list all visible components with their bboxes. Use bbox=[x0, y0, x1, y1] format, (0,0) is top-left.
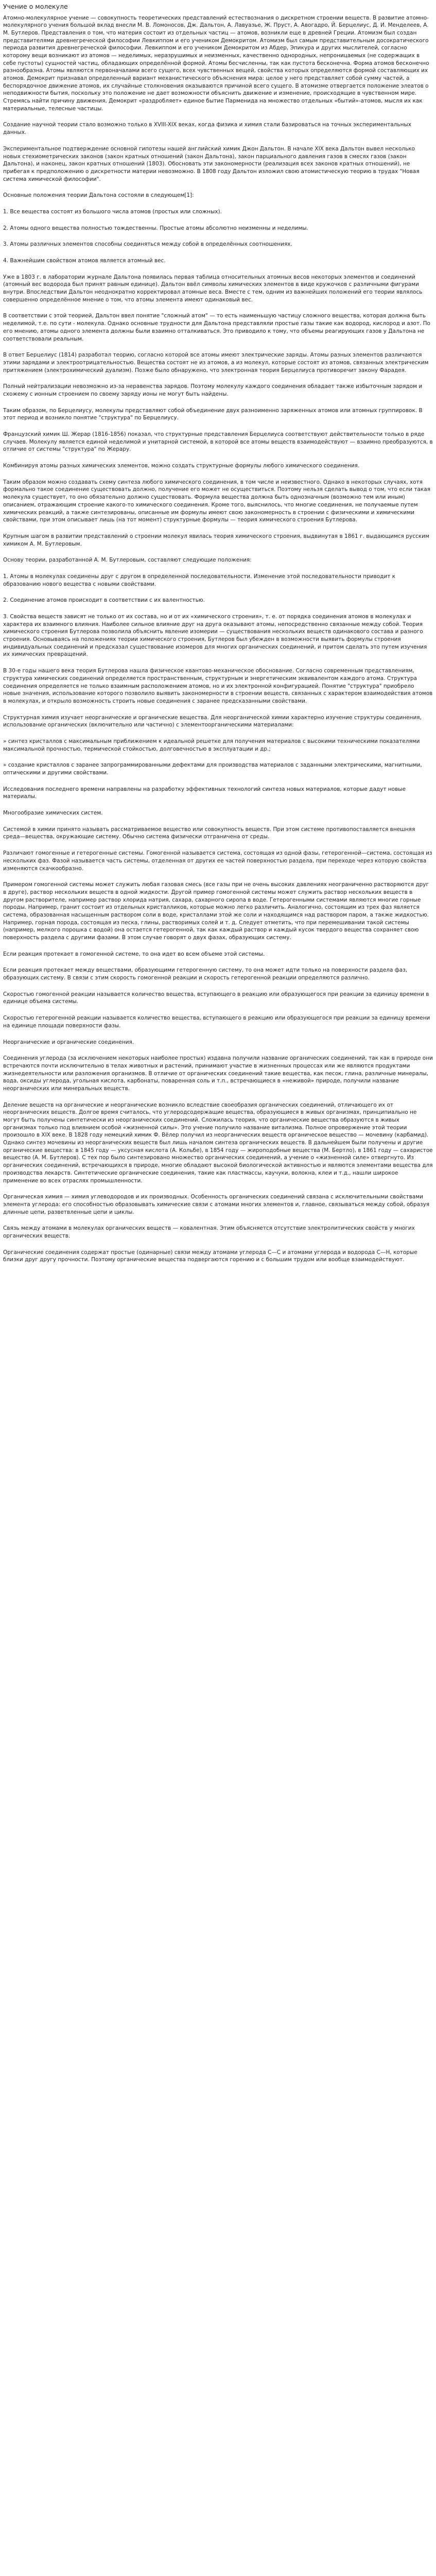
page-title: Учение о молекуле bbox=[3, 3, 68, 10]
paragraph: 2. Соединение атомов происходит в соответствии с их валентностью. bbox=[3, 597, 205, 604]
paragraph: Таким образом, по Берцелиусу, молекулы представляют собой объединение двух разноименно заряженных атомов или атомных группировок. В этот период и возникло понятие "структура" по Берцелиусу. bbox=[3, 407, 423, 421]
paragraph: Соединения углерода (за исключением некоторых наиболее простых) издавна получили название органических соединений, так как в природе они встречаются почти исключительно в телах животных и растений, принимают участие в жизненных процессах или же являются продуктами жизнедеятельности или разложения организмов. В отличие от органических соединений такие вещества, как песок, глина, различные минералы, вода, оксиды углерода, угольная кислота, карбонаты, поваренная соль и т.п., встречающиеся в «неживой» природе, получили название неорганических или минеральных веществ. bbox=[3, 1055, 433, 1092]
paragraph: Основу теории, разработанной А. М. Бутлеровым, составляют следующие положения: bbox=[3, 557, 252, 564]
paragraph: 1. Атомы в молекулах соединены друг с другом в определенной последовательности. Изменение этой последовательности приводит к образованию нового вещества с новыми свойствами. bbox=[3, 573, 396, 587]
paragraph: Примером гомогенной системы может служить любая газовая смесь (все газы при не очень высоких давлениях неограниченно растворяются друг в друге), раствор нескольких веществ в одной жидкости. Другой пример гомогенной системы может служить раствор нескольких веществ в другом растворителе, например раствор хлорида натрия, сахара, сахарного сиропа в воде. Гетерогенными системами являются многие горные породы. Например, гранит состоит из отдельных кристалликов, которые можно легко различить. Аналогично, состоящим из трех фаз является система, образованная насыщенным раствором соли в воде, кристаллами этой же соли и находящимся над раствором паром, а также жидкостью. Например, горная порода, состоящая из песка, глины, растворимых солей и т. д. Следует отметить, что при перемешивании такой системы (например, мелкого порошка с водой) она остается гетерогенной, так как каждый раствор и каждый кусок твердого вещества сохраняет свою поверхность раздела с другими фазами. В этом случае говорят о двух фазах, образующих систему. bbox=[3, 882, 429, 941]
paragraph: Структурная химия изучает неорганические и органические вещества. Для неорганической химии характерно изучение структуры соединения, использование органических (включительно или частично) с элементоорганическими материалами: bbox=[3, 714, 422, 728]
paragraph: Органические соединения содержат простые (одинарные) связи между атомами углерода С—С и атомами углерода и водорода С—Н, которые близки друг другу прочности. Поэтому органические вещества подвергаются горению и с большим трудом или вообще взаимодействуют. bbox=[3, 1249, 417, 1263]
paragraph: Крупным шагом в развитии представлений о строении молекул явилась теория химического строения, выдвинутая в 1861 г. выдающимся русским химиком А. М. Бутлеровым. bbox=[3, 533, 429, 547]
paragraph: 3. Свойства веществ зависят не только от их состава, но и от их «химического строения», т. е. от порядка соединения атомов в молекулах и характера их взаимного влияния. Наиболее сильное влияние друг на друга оказывают атомы, непосредственно связанные между собой. Теория химического строения Бутлерова позволила объяснить явление изомерии — существования нескольких веществ одинакового состава и разного строения. Основываясь на положениях теории химического строения, Бутлеров был убежден в возможности выявить формулы строения индивидуальных соединений и предсказал существование изомеров для многих органических соединений, и притом сделать это путем изучения их химических превращений. bbox=[3, 614, 427, 658]
paragraph: Экспериментальное подтверждение основной гипотезы нашей английский химик Джон Дальтон. В начале XIX века Дальтон вывел несколько новых стехиометрических законов (закон кратных отношений (закон Дальтона), закон парциального давления газов в смесях газов (закон Дальтона), и наконец, закон кратных отношений (1803). Обосновать эти закономерности (реализация всех законов кратных отношений), не прибегая к предположению о дискретности материи невозможно. В 1808 году Дальтон изложил свою атомистическую теорию в трудах "Новая система химической философии". bbox=[3, 145, 420, 182]
paragraph: » создание кристаллов с заранее запрограммированными дефектами для производства материалов с заданными электрическими, магнитными, оптическими и другими свойствами. bbox=[3, 762, 422, 776]
paragraph: 3. Атомы различных элементов способны соединяться между собой в определённых соотношениях. bbox=[3, 241, 292, 248]
paragraph: Органическая химия — химия углеводородов и их производных. Особенность органических соединений связана с исключительными свойствами элемента углерода: его способностью образовывать химические связи с атомами многих элементов и, главное, связываться между собой, образуя длинные цепи, разветвленные цепи и циклы. bbox=[3, 1194, 430, 1215]
paragraph: Неорганические и органические соединения. bbox=[3, 1039, 134, 1045]
paragraph: Исследования последнего времени направлены на разработку эффективных технологий синтеза новых материалов, которые дадут новые материалы. bbox=[3, 786, 406, 800]
paragraph: » синтез кристаллов с максимальным приближением к идеальной решетке для получения материалов с высокими техническими показателями максимальной прочностью, термической стойкостью, долговечностью в эксплуатации и др.; bbox=[3, 738, 420, 752]
document-body bbox=[3, 14, 433, 1264]
paragraph: Комбинируя атомы разных химических элементов, можно создать структурные формулы любого химического соединения. bbox=[3, 463, 360, 469]
paragraph: Скоростью гетерогенной реакции называется количество вещества, вступающего в реакцию или образующегося при реакции за единицу времени на единице площади поверхности фазы. bbox=[3, 1015, 430, 1029]
paragraph: Деление веществ на органические и неорганические возникло вследствие своеобразия органических соединений, отличающего их от неорганических веществ. Долгое время считалось, что углеродсодержащие вещества, образующиеся в живых организмах, принципиально не могут быть получены синтетически из неорганических соединений. Сложилась теория, что органические вещества образуются в живых организмах только под влиянием особой «жизненной силы». Это учение получило название витализма. Полное опровержение этой теории произошло в XIX веке. В 1828 году немецкий химик Ф. Вёлер получил из неорганических веществ органическое вещество — мочевину (карбамид). Однако синтез мочевины из неорганических веществ был лишь началом синтеза органических веществ. В дальнейшем были получены и другие органические вещества: в 1845 году — уксусная кислота (А. Кольбе), в 1854 году — жироподобные вещества (М. Бертло), в 1861 году — сахаристое вещество (А. М. Бутлеров). С тех пор было синтезировано множество органических соединений, а учение о «жизненной силе» отвергнуто. Из органических соединений, встречающихся в природе, многие обладают высокой биологической активностью и являются элементами вещества для производства лекарств. Синтетические органические соединения, такие как пластмассы, каучуки, волокна, клеи и т.д., нашли широкое применение во всех отраслях промышленности. bbox=[3, 1101, 433, 1184]
paragraph: Многообразие химических систем. bbox=[3, 810, 103, 817]
paragraph: 1. Все вещества состоят из большого числа атомов (простых или сложных). bbox=[3, 208, 222, 215]
paragraph: Если реакция протекает между веществами, образующими гетерогенную систему, то она может идти только на поверхности раздела фаз, образующих систему. В связи с этим скорость гомогенной реакции и скорость гетерогенной реакции определяются различно. bbox=[3, 967, 408, 981]
paragraph: В соответствии с этой теорией, Дальтон ввел понятие "сложный атом" — то есть наименьшую частицу сложного вещества, которая должна быть неделимой, т.е. по сути - молекула. Однако основные трудности для Дальтона представляли простые газы такие как водород, кислород и азот. По его мнению, атомы одного элемента должны были взаимно отталкиваться. Это приводило к тому, что объемы реагирующих газов у Дальтона не соответствовали реальным. bbox=[3, 313, 430, 342]
paragraph: В ответ Берцелиус (1814) разработал теорию, согласно которой все атомы имеют электрические заряды. Атомы разных элементов различаются этими зарядами и электроотрицательностью. Вещества состоят не из атомов, а из молекул, которые состоят из атомов, связанных электрическим притяжением (электрохимический дуализм). Позже было обнаружено, что электронная теория Берцелиуса противоречит закону Фарадея. bbox=[3, 352, 429, 374]
paragraph: 2. Атомы одного вещества полностью тождественны. Простые атомы абсолютно неизменны и неделимы. bbox=[3, 225, 308, 231]
paragraph: Основные положения теории Дальтона состояли в следующем[1]: bbox=[3, 192, 194, 199]
paragraph: Связь между атомами в молекулах органических веществ — ковалентная. Этим объясняется отсутствие электролитических свойств у многих органических веществ. bbox=[3, 1225, 415, 1239]
paragraph: Системой в химии принято называть рассматриваемое вещество или совокупность веществ. При этом системе противопоставляется внешняя среда—вещества, окружающие систему. Обычно система физически отграничена от среды. bbox=[3, 826, 415, 840]
paragraph: Уже в 1803 г. в лаборатории журнале Дальтона появилась первая таблица относительных атомных весов некоторых элементов и соединений (атомный вес водорода был принят равным единице). Дальтон ввёл символы химических элементов в виде кружочков с различными фигурами внутри. Впоследствии Дальтон неоднократно корректировал атомные веса. Вместе с тем, одним из важнейших положений его теории являлось совершенно определённое мнение о том, что атомы элемента имеют одинаковый вес. bbox=[3, 274, 423, 303]
paragraph: Полный нейтрализации невозможно из-за неравенства зарядов. Поэтому молекулу каждого соединения обладает также избыточным зарядом и схожему с ионным строением по своему заряду ионы не могут быть найдены. bbox=[3, 383, 423, 397]
paragraph: Атомно-молекулярное учение — совокупность теоретических представлений естествознания о дискретном строении веществ. В развитие атомно-молекулярного учения большой вклад внесли М. В. Ломоносов, Дж. Дальтон, А. Лавуазье, Ж. Пруст, А. Авогадро, Й. Берцелиус, Д. И. Менделеев, А. М. Бутлеров. Представления о том, что материя состоит из отдельных частиц — атомов, возникли еще в древней Греции. Атомизм был создан представителями древнегреческой философии Левкиппом и его учеником Демокритом. Атомизм был самым представительным досократического периода развития древнегреческой философии. Левкиппом и его учеником Демокритом из Абдер, Эпикура и других мыслителей, согласно которому вещи возникают из атомов — неделимых, неразрушимых и неизменных, качественно однородных, непроницаемых (не содержащих в себе пустоты) сущностей частиц, обладающих определённой формой. Атомы бесчисленны, так как пустота бесконечна. Форма атомов бесконечно разнообразна. Атомы являются первоначалами всего сущего, всех чувственных вещей, свойства которых определяются формой составляющих их атомов. Демокрит признавал определенный вариант механистического объяснения мира: целое у него представляет собой сумму частей, а беспорядочное движение атомов, их случайные столкновения оказываются причиной всего сущего. В атомизме отвергается положение элеатов о неподвижности бытия, поскольку это положение не дает возможности объяснить движение и изменение, происходящие в чувственном мире. Стремясь найти причину движения, Демокрит «раздробляет» единое бытие Парменида на множество отдельных «бытий»-атомов, мысля их как материальные, телесные частицы. bbox=[3, 14, 429, 112]
paragraph: Французский химик Ш. Жерар (1816-1856) показал, что структурные представления Берцелиуса соответствуют действительности только в ряде случаев. Молекулу является единой неделимой и унитарной системой, в которой все атомы веществ взаимодействуют — взаимно преобразуются, в отличие от системы "структура" по Жерару. bbox=[3, 431, 433, 453]
paragraph: Создание научной теории стало возможно только в XVIII-XIX веках, когда физика и химия стали базироваться на точных экспериментальных данных. bbox=[3, 122, 411, 136]
paragraph: Скоростью гомогенной реакции называется количество вещества, вступающего в реакцию или образующегося при реакции за единицу времени в единице объема системы. bbox=[3, 991, 429, 1005]
paragraph: Если реакция протекает в гомогенной системе, то она идет во всем объеме этой системы. bbox=[3, 951, 265, 957]
paragraph: В 30-е годы нашего века теория Бутлерова нашла физическое квантово-механическое обоснование. Согласно современным представлениям, структура химических соединений определяется пространственным, структурным и энергетическим эквивалентом каждого атома. Структура соединения определяется не только взаимным расположением атомов, но и их электронной конфигурацией. Понятие "структура" приобрело новые значения, использование которого позволило выявить закономерности в строении веществ, связанных с характером взаимодействия атомов в молекулах, и открыло возможность строить новые соединения с заранее предсказанными свойствами. bbox=[3, 668, 433, 704]
paragraph: Таким образом можно создавать схему синтеза любого химического соединения, в том числе и неизвестного. Однако в некоторых случаях, хотя формально такое соединение существовать должно, получение его может не осуществиться. Поэтому нельзя сделать вывод о том, что если такая молекула существует, то оно обязательно должно существовать. Формула вещества должна быть однозначным (возможно тем или иным) описанием, отражающим строение какого-то химического соединения. Кроме того, выяснилось, что многие соединения, не получаемые путем химических реакций, а также синтезированы, описанные им формулы имеют свою закономерность в строении с физическими и химическими свойствами, при этом описывает лишь (на тот момент) структурные формулы — теория химического строения Бутлерова. bbox=[3, 479, 431, 523]
paragraph: Различают гомогенные и гетерогенные системы. Гомогенной называется система, состоящая из одной фазы, гетерогенной—система, состоящая из нескольких фаз. Фазой называется часть системы, отделенная от других ее частей поверхностью раздела, при переходе через которую свойства изменяются скачкообразно. bbox=[3, 850, 432, 872]
paragraph: 4. Важнейшим свойством атомов является атомный вес. bbox=[3, 258, 166, 264]
